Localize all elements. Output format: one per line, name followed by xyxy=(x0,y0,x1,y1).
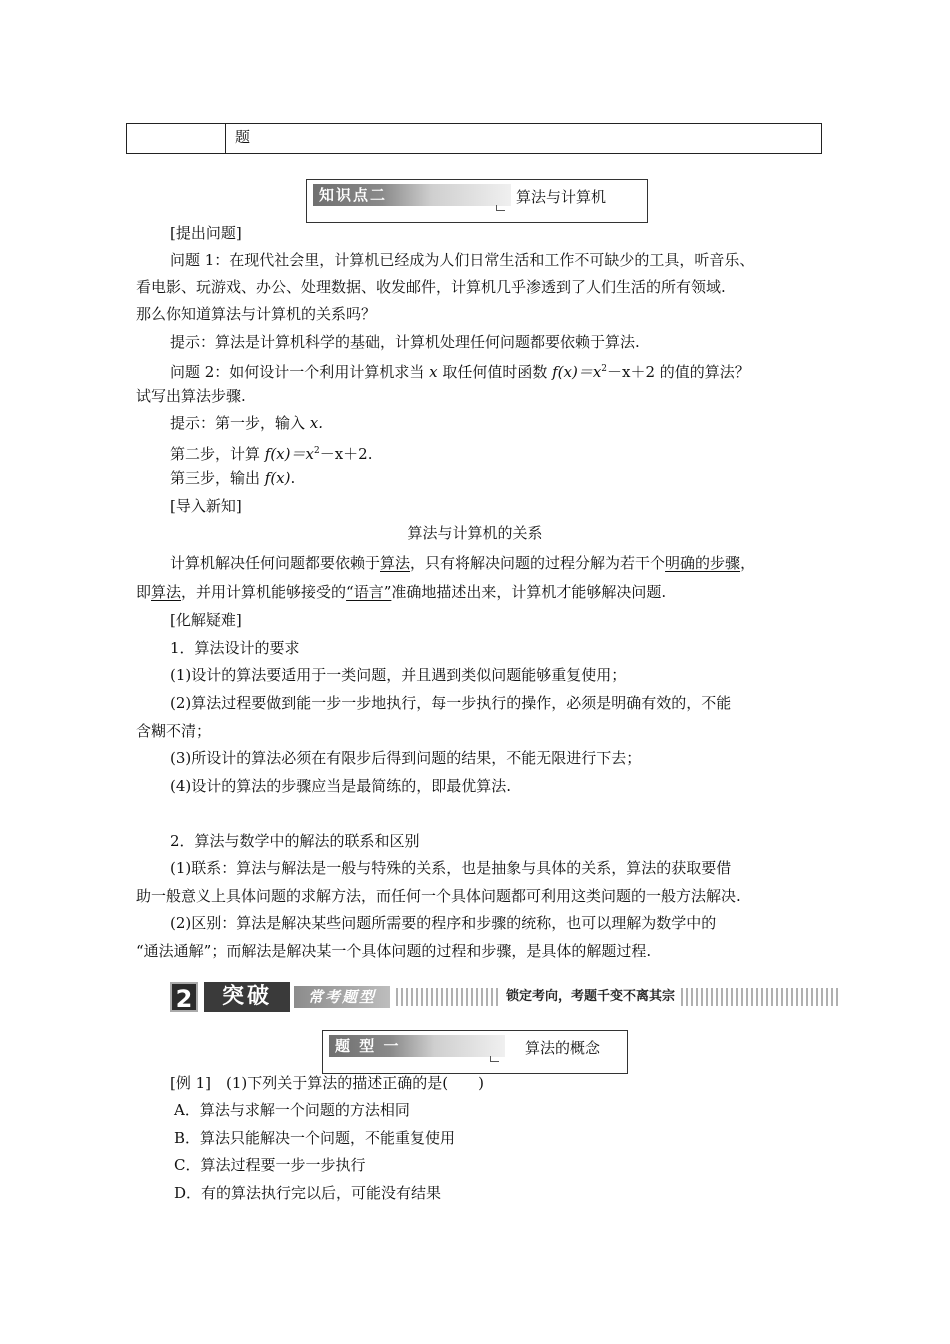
section-tag xyxy=(313,184,511,206)
banner-subtitle: 常考题型 xyxy=(294,986,390,1008)
paragraph-line: 1．算法设计的要求 xyxy=(170,639,300,657)
text-span: 准确地描述出来，计算机才能够解决问题. xyxy=(391,583,667,601)
paragraph-line: 2．算法与数学中的解法的联系和区别 xyxy=(170,832,420,850)
text-span: －x＋2 的值的算法？ xyxy=(607,363,750,381)
paragraph-line xyxy=(136,581,666,603)
paragraph-line: 那么你知道算法与计算机的关系吗？ xyxy=(136,305,377,323)
paragraph-line: “通法通解”；而解法是解决某一个具体问题的过程和步骤，是具体的解题过程. xyxy=(136,942,652,960)
banner-main-title: 突破 xyxy=(204,982,290,1012)
paragraph-line xyxy=(170,467,295,489)
option-c: C．算法过程要一步一步执行 xyxy=(174,1156,366,1174)
tag-notch xyxy=(490,1056,499,1062)
math-sup: 2 xyxy=(313,446,320,456)
paragraph-line xyxy=(170,552,755,574)
paragraph-line: (4)设计的算法的步骤应当是最简练的，即最优算法. xyxy=(170,777,512,795)
banner-slogan: 锁定考向，考题千变不离其宗 xyxy=(500,987,681,1007)
paragraph-line: (2)区别：算法是解决某些问题所需要的程序和步骤的统称，也可以理解为数学中的 xyxy=(170,914,717,932)
text-span: . xyxy=(290,469,296,487)
text-span: ， xyxy=(740,554,756,572)
math-expr: (x)＝x xyxy=(557,363,602,381)
underlined-blank: 算法 xyxy=(380,554,411,572)
text-span: 第二步，计算 xyxy=(170,445,265,463)
heading-new-knowledge: [导入新知] xyxy=(170,497,242,515)
math-var: f xyxy=(552,363,558,381)
top-table xyxy=(126,123,822,154)
paragraph-line: 看电影、玩游戏、办公、处理数据、收发邮件，计算机几乎渗透到了人们生活的所有领域. xyxy=(136,278,726,296)
text-span: 提示：第一步，输入 xyxy=(170,414,310,432)
paragraph-line: 提示：算法是计算机科学的基础，计算机处理任何问题都要依赖于算法. xyxy=(170,333,640,351)
text-span: 问题 2：如何设计一个利用计算机求当 xyxy=(170,363,430,381)
text-span: ，只有将解决问题的过程分解为若干个 xyxy=(410,554,666,572)
paragraph-line: (1)联系：算法与解法是一般与特殊的关系，也是抽象与具体的关系，算法的获取要借 xyxy=(170,859,732,877)
section-header-knowledge-point xyxy=(306,179,648,223)
paragraph-line xyxy=(170,412,323,434)
table-cell-text: 题 xyxy=(235,128,251,146)
paragraph-line: 含糊不清； xyxy=(136,722,212,740)
banner-number: 2 xyxy=(170,982,198,1012)
paragraph-line: 问题 1：在现代社会里，计算机已经成为人们日常生活和工作不可缺少的工具，听音乐、 xyxy=(170,251,755,269)
section-banner xyxy=(170,980,840,1014)
text-span: －x＋2. xyxy=(319,445,373,463)
underlined-blank: 明确的步骤 xyxy=(665,554,741,572)
paragraph-line: 助一般意义上具体问题的求解方法，而任何一个具体问题都可利用这类问题的一般方法解决. xyxy=(136,887,741,905)
text-span: 取任何值时函数 xyxy=(437,363,553,381)
section-tag-label: 知识点二 xyxy=(319,186,388,204)
paragraph-line: (3)所设计的算法必须在有限步后得到问题的结果，不能无限进行下去； xyxy=(170,749,642,767)
text-span: 即 xyxy=(136,583,152,601)
text-span: 第三步，输出 xyxy=(170,469,265,487)
text-span: 计算机解决任何问题都要依赖于 xyxy=(170,554,381,572)
math-var: x xyxy=(429,363,438,381)
underlined-blank: 算法 xyxy=(151,583,182,601)
section-tag xyxy=(329,1035,505,1057)
math-expr: f(x)＝x xyxy=(264,445,314,463)
math-var: x. xyxy=(309,414,324,432)
center-title: 算法与计算机的关系 xyxy=(407,524,543,542)
math-sup: 2 xyxy=(601,364,608,374)
section-title: 算法的概念 xyxy=(525,1039,601,1057)
heading-resolve-doubts: [化解疑难] xyxy=(170,611,242,629)
option-b: B．算法只能解决一个问题，不能重复使用 xyxy=(174,1129,456,1147)
heading-raise-question: [提出问题] xyxy=(170,224,242,242)
math-expr: f(x) xyxy=(264,469,291,487)
underlined-blank: “语言” xyxy=(346,583,392,601)
option-a: A．算法与求解一个问题的方法相同 xyxy=(174,1101,410,1119)
paragraph-line xyxy=(170,358,750,383)
paragraph-line: 试写出算法步骤. xyxy=(136,387,246,405)
paragraph-line: (2)算法过程要做到能一步一步地执行，每一步执行的操作，必须是明确有效的，不能 xyxy=(170,694,732,712)
tag-notch xyxy=(496,205,505,211)
section-header-question-type xyxy=(322,1030,628,1074)
paragraph-line: (1)设计的算法要适用于一类问题，并且遇到类似问题能够重复使用； xyxy=(170,666,627,684)
table-divider xyxy=(225,124,226,153)
text-span: ，并用计算机能够接受的 xyxy=(181,583,347,601)
option-d: D．有的算法执行完以后，可能没有结果 xyxy=(174,1184,442,1202)
example-stem: [例 1] (1)下列关于算法的描述正确的是( ) xyxy=(170,1074,484,1092)
section-title: 算法与计算机 xyxy=(516,188,607,206)
section-tag-label: 题 型 一 xyxy=(335,1037,401,1055)
paragraph-line xyxy=(170,440,372,465)
